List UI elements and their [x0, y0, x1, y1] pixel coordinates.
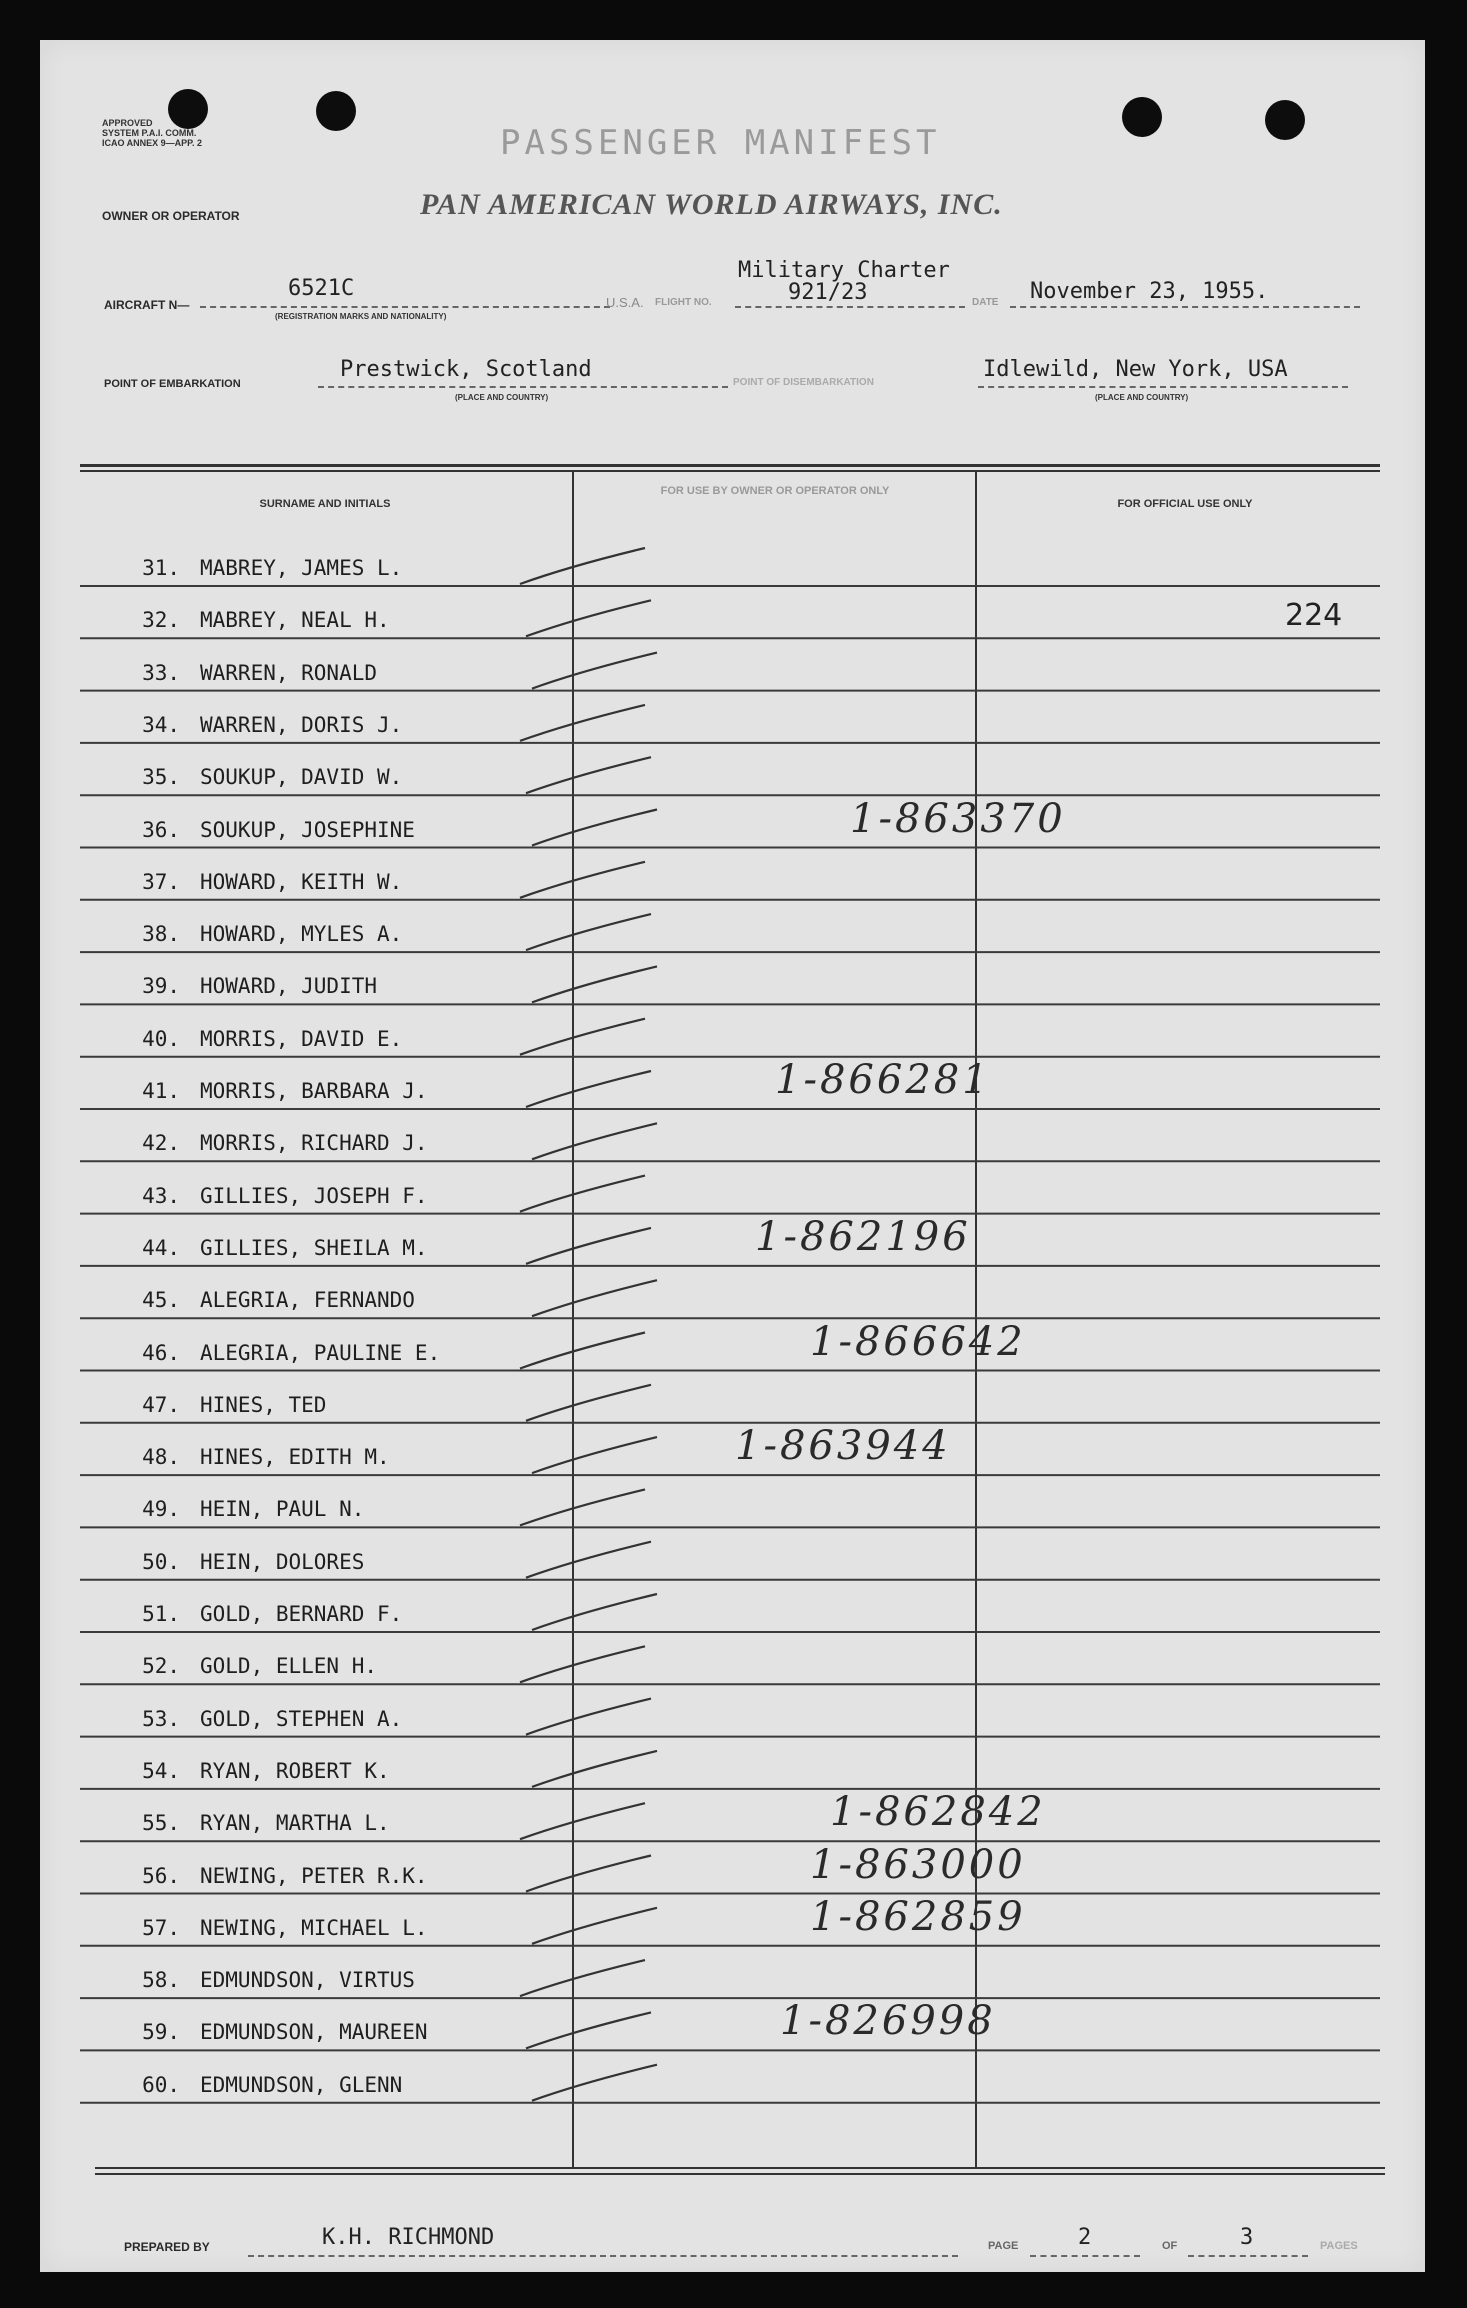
passenger-name: SOUKUP, JOSEPHINE	[200, 817, 415, 842]
passenger-name: EDMUNDSON, GLENN	[200, 2072, 403, 2097]
row-number: 60.	[142, 2072, 180, 2097]
row-number: 47.	[142, 1392, 180, 1417]
row-number: 32.	[142, 608, 180, 633]
prepared-value: K.H. RICHMOND	[322, 2225, 495, 2250]
approval-line: SYSTEM P.A.I. COMM.	[102, 128, 197, 138]
passenger-name: HINES, TED	[200, 1392, 327, 1417]
passenger-name: MORRIS, DAVID E.	[200, 1026, 403, 1051]
flight-label: FLIGHT NO.	[655, 297, 712, 308]
row-number: 41.	[142, 1079, 180, 1103]
approval-stamp	[102, 118, 202, 148]
row-number: 45.	[142, 1288, 180, 1313]
row-number: 51.	[142, 1602, 180, 1626]
row-number: 36.	[142, 817, 180, 842]
aircraft-sublabel: (REGISTRATION MARKS AND NATIONALITY)	[275, 312, 447, 321]
row-number: 31.	[142, 556, 180, 580]
aircraft-value: 6521C	[288, 276, 355, 301]
row-number: 59.	[142, 2020, 180, 2045]
flight-note: Military Charter	[738, 258, 950, 283]
passenger-name: NEWING, MICHAEL L.	[200, 1915, 428, 1940]
row-number: 49.	[142, 1497, 180, 1522]
row-number: 40.	[142, 1026, 180, 1051]
punch-hole	[1265, 100, 1305, 140]
row-number: 46.	[142, 1340, 180, 1365]
passenger-name: WARREN, DORIS J.	[200, 712, 403, 737]
official-entry: 224	[1285, 598, 1343, 634]
of-value: 3	[1240, 2225, 1254, 2250]
row-number: 56.	[142, 1863, 180, 1888]
column-header-name: SURNAME AND INITIALS	[259, 498, 391, 510]
ticket-number: 1-862842	[830, 1789, 1046, 1836]
passenger-name: MORRIS, RICHARD J.	[200, 1131, 428, 1156]
disembark-label: POINT OF DISEMBARKATION	[733, 377, 874, 388]
passenger-name: SOUKUP, DAVID W.	[200, 765, 403, 790]
row-number: 55.	[142, 1811, 180, 1836]
passenger-name: MORRIS, BARBARA J.	[200, 1079, 428, 1103]
row-number: 42.	[142, 1131, 180, 1156]
embark-value: Prestwick, Scotland	[340, 357, 592, 382]
form-title: PASSENGER MANIFEST	[500, 123, 941, 163]
punch-hole	[1122, 97, 1162, 137]
passenger-name: ALEGRIA, PAULINE E.	[200, 1340, 441, 1365]
aircraft-label: AIRCRAFT N—	[104, 298, 190, 312]
ticket-number: 1-863944	[735, 1423, 951, 1470]
passenger-name: EDMUNDSON, VIRTUS	[200, 1968, 415, 1993]
ticket-number: 1-866642	[810, 1318, 1026, 1365]
passenger-name: NEWING, PETER R.K.	[200, 1863, 428, 1888]
passenger-name: GILLIES, SHEILA M.	[200, 1235, 428, 1260]
punch-hole	[316, 91, 356, 131]
row-number: 57.	[142, 1915, 180, 1940]
passenger-name: RYAN, MARTHA L.	[200, 1811, 390, 1836]
row-number: 48.	[142, 1445, 180, 1470]
row-number: 39.	[142, 974, 180, 999]
passenger-name: HOWARD, KEITH W.	[200, 869, 403, 894]
passenger-name: MABREY, NEAL H.	[200, 608, 390, 633]
passenger-name: MABREY, JAMES L.	[200, 556, 403, 580]
passenger-name: HOWARD, JUDITH	[200, 974, 378, 999]
passenger-name: HEIN, PAUL N.	[200, 1497, 365, 1522]
approval-line: ICAO ANNEX 9—APP. 2	[102, 138, 203, 148]
passenger-name: GOLD, ELLEN H.	[200, 1654, 378, 1679]
disembark-sublabel: (PLACE AND COUNTRY)	[1095, 393, 1189, 402]
ticket-number: 1-866281	[775, 1057, 991, 1103]
row-number: 37.	[142, 869, 180, 894]
row-number: 43.	[142, 1183, 180, 1208]
embark-sublabel: (PLACE AND COUNTRY)	[455, 393, 549, 402]
ticket-number: 1-863370	[850, 795, 1066, 842]
row-number: 54.	[142, 1758, 180, 1783]
column-header-official: FOR OFFICIAL USE ONLY	[1117, 498, 1253, 510]
pages-label: PAGES	[1320, 2240, 1358, 2252]
passenger-name: HEIN, DOLORES	[200, 1549, 365, 1574]
owner-label: OWNER OR OPERATOR	[102, 209, 240, 223]
usa-label: U.S.A.	[606, 295, 644, 310]
passenger-name: GILLIES, JOSEPH F.	[200, 1183, 428, 1208]
row-number: 50.	[142, 1549, 180, 1574]
row-number: 38.	[142, 922, 180, 947]
row-number: 52.	[142, 1654, 180, 1679]
passenger-name: WARREN, RONALD	[200, 660, 378, 685]
ticket-number: 1-863000	[810, 1841, 1026, 1888]
row-number: 33.	[142, 660, 180, 685]
passenger-name: HOWARD, MYLES A.	[200, 922, 403, 947]
row-number: 35.	[142, 765, 180, 790]
passenger-name: GOLD, BERNARD F.	[200, 1602, 403, 1626]
page-label: PAGE	[988, 2240, 1019, 2252]
column-header-owner: FOR USE BY OWNER OR OPERATOR ONLY	[660, 485, 890, 497]
ticket-number: 1-862859	[810, 1893, 1026, 1940]
row-number: 44.	[142, 1235, 180, 1260]
ticket-number: 1-862196	[755, 1213, 971, 1260]
passenger-name: GOLD, STEPHEN A.	[200, 1706, 403, 1731]
row-number: 58.	[142, 1968, 180, 1993]
passenger-name: EDMUNDSON, MAUREEN	[200, 2020, 428, 2045]
passenger-name: RYAN, ROBERT K.	[200, 1758, 390, 1783]
approval-line: APPROVED	[102, 118, 153, 128]
of-label: OF	[1162, 2240, 1178, 2252]
page-value: 2	[1078, 2225, 1092, 2250]
airline-name: PAN AMERICAN WORLD AIRWAYS, INC.	[420, 188, 1003, 221]
disembark-value: Idlewild, New York, USA	[983, 357, 1288, 382]
prepared-label: PREPARED BY	[124, 2240, 210, 2254]
ticket-number: 1-826998	[780, 1998, 996, 2045]
flight-value: 921/23	[788, 280, 868, 305]
passenger-name: HINES, EDITH M.	[200, 1445, 390, 1470]
row-number: 34.	[142, 712, 180, 737]
row-number: 53.	[142, 1706, 180, 1731]
date-value: November 23, 1955.	[1030, 279, 1269, 304]
passenger-name: ALEGRIA, FERNANDO	[200, 1288, 415, 1313]
date-label: DATE	[972, 297, 999, 308]
embark-label: POINT OF EMBARKATION	[104, 378, 241, 390]
